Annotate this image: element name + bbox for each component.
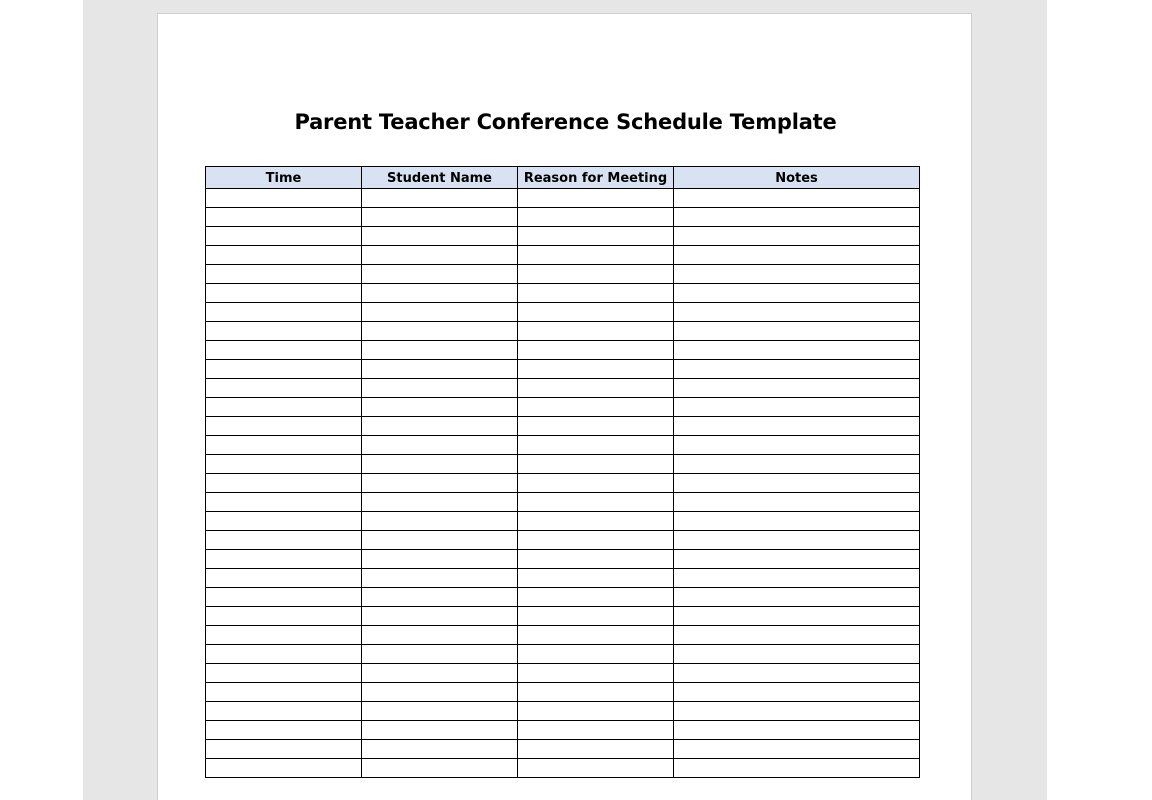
cell-student-name[interactable]	[362, 683, 518, 702]
cell-notes[interactable]	[674, 683, 920, 702]
cell-reason-for-meeting[interactable]	[518, 398, 674, 417]
table-row	[206, 759, 920, 778]
cell-student-name[interactable]	[362, 360, 518, 379]
cell-student-name[interactable]	[362, 379, 518, 398]
table-row	[206, 455, 920, 474]
table-row	[206, 474, 920, 493]
cell-student-name[interactable]	[362, 436, 518, 455]
table-row	[206, 512, 920, 531]
cell-reason-for-meeting[interactable]	[518, 417, 674, 436]
cell-notes[interactable]	[674, 246, 920, 265]
cell-notes[interactable]	[674, 455, 920, 474]
column-header-student-name: Student Name	[362, 167, 518, 189]
cell-student-name[interactable]	[362, 341, 518, 360]
cell-notes[interactable]	[674, 417, 920, 436]
cell-notes[interactable]	[674, 227, 920, 246]
cell-notes[interactable]	[674, 322, 920, 341]
cell-time[interactable]	[206, 189, 362, 208]
cell-reason-for-meeting[interactable]	[518, 626, 674, 645]
cell-student-name[interactable]	[362, 189, 518, 208]
cell-student-name[interactable]	[362, 322, 518, 341]
cell-time[interactable]	[206, 607, 362, 626]
table-body	[206, 189, 920, 778]
table-row	[206, 284, 920, 303]
cell-reason-for-meeting[interactable]	[518, 436, 674, 455]
cell-reason-for-meeting[interactable]	[518, 740, 674, 759]
table-row	[206, 588, 920, 607]
cell-reason-for-meeting[interactable]	[518, 360, 674, 379]
cell-reason-for-meeting[interactable]	[518, 531, 674, 550]
cell-reason-for-meeting[interactable]	[518, 759, 674, 778]
document-page[interactable]	[157, 13, 972, 800]
cell-notes[interactable]	[674, 493, 920, 512]
cell-student-name[interactable]	[362, 455, 518, 474]
cell-notes[interactable]	[674, 436, 920, 455]
cell-time[interactable]	[206, 550, 362, 569]
cell-reason-for-meeting[interactable]	[518, 208, 674, 227]
cell-reason-for-meeting[interactable]	[518, 607, 674, 626]
cell-student-name[interactable]	[362, 284, 518, 303]
table-row	[206, 398, 920, 417]
cell-student-name[interactable]	[362, 550, 518, 569]
cell-reason-for-meeting[interactable]	[518, 227, 674, 246]
table-row	[206, 569, 920, 588]
cell-reason-for-meeting[interactable]	[518, 284, 674, 303]
cell-student-name[interactable]	[362, 417, 518, 436]
cell-student-name[interactable]	[362, 626, 518, 645]
cell-time[interactable]	[206, 360, 362, 379]
table-row	[206, 683, 920, 702]
table-row	[206, 664, 920, 683]
cell-student-name[interactable]	[362, 569, 518, 588]
cell-student-name[interactable]	[362, 607, 518, 626]
cell-time[interactable]	[206, 303, 362, 322]
cell-reason-for-meeting[interactable]	[518, 683, 674, 702]
cell-notes[interactable]	[674, 284, 920, 303]
cell-time[interactable]	[206, 227, 362, 246]
cell-notes[interactable]	[674, 740, 920, 759]
cell-time[interactable]	[206, 474, 362, 493]
cell-student-name[interactable]	[362, 303, 518, 322]
schedule-table	[205, 166, 920, 778]
cell-reason-for-meeting[interactable]	[518, 474, 674, 493]
cell-reason-for-meeting[interactable]	[518, 588, 674, 607]
cell-notes[interactable]	[674, 398, 920, 417]
cell-reason-for-meeting[interactable]	[518, 303, 674, 322]
cell-notes[interactable]	[674, 512, 920, 531]
table-row	[206, 208, 920, 227]
table-row	[206, 626, 920, 645]
cell-notes[interactable]	[674, 360, 920, 379]
table-row	[206, 550, 920, 569]
table-row	[206, 265, 920, 284]
cell-reason-for-meeting[interactable]	[518, 664, 674, 683]
cell-reason-for-meeting[interactable]	[518, 550, 674, 569]
table-row	[206, 322, 920, 341]
table-row	[206, 740, 920, 759]
cell-time[interactable]	[206, 246, 362, 265]
cell-reason-for-meeting[interactable]	[518, 189, 674, 208]
cell-student-name[interactable]	[362, 208, 518, 227]
cell-time[interactable]	[206, 379, 362, 398]
table-row	[206, 493, 920, 512]
cell-time[interactable]	[206, 208, 362, 227]
cell-student-name[interactable]	[362, 645, 518, 664]
cell-notes[interactable]	[674, 702, 920, 721]
table-row	[206, 531, 920, 550]
cell-notes[interactable]	[674, 645, 920, 664]
cell-notes[interactable]	[674, 208, 920, 227]
table-row	[206, 246, 920, 265]
cell-student-name[interactable]	[362, 740, 518, 759]
cell-notes[interactable]	[674, 265, 920, 284]
cell-student-name[interactable]	[362, 474, 518, 493]
cell-time[interactable]	[206, 759, 362, 778]
cell-notes[interactable]	[674, 721, 920, 740]
table-row	[206, 436, 920, 455]
cell-reason-for-meeting[interactable]	[518, 246, 674, 265]
cell-time[interactable]	[206, 417, 362, 436]
cell-student-name[interactable]	[362, 493, 518, 512]
cell-time[interactable]	[206, 664, 362, 683]
cell-notes[interactable]	[674, 569, 920, 588]
cell-student-name[interactable]	[362, 265, 518, 284]
cell-notes[interactable]	[674, 379, 920, 398]
cell-student-name[interactable]	[362, 227, 518, 246]
table-row	[206, 721, 920, 740]
table-row	[206, 303, 920, 322]
cell-reason-for-meeting[interactable]	[518, 721, 674, 740]
cell-time[interactable]	[206, 702, 362, 721]
column-header-notes: Notes	[674, 167, 920, 189]
cell-student-name[interactable]	[362, 246, 518, 265]
cell-time[interactable]	[206, 455, 362, 474]
cell-reason-for-meeting[interactable]	[518, 702, 674, 721]
cell-time[interactable]	[206, 721, 362, 740]
cell-time[interactable]	[206, 683, 362, 702]
cell-student-name[interactable]	[362, 664, 518, 683]
cell-student-name[interactable]	[362, 721, 518, 740]
cell-time[interactable]	[206, 284, 362, 303]
page-title: Parent Teacher Conference Schedule Template	[294, 110, 837, 134]
cell-time[interactable]	[206, 740, 362, 759]
cell-notes[interactable]	[674, 759, 920, 778]
cell-time[interactable]	[206, 645, 362, 664]
column-header-time: Time	[206, 167, 362, 189]
table-row	[206, 607, 920, 626]
cell-student-name[interactable]	[362, 398, 518, 417]
cell-time[interactable]	[206, 436, 362, 455]
cell-time[interactable]	[206, 493, 362, 512]
cell-reason-for-meeting[interactable]	[518, 379, 674, 398]
cell-time[interactable]	[206, 512, 362, 531]
cell-student-name[interactable]	[362, 702, 518, 721]
cell-reason-for-meeting[interactable]	[518, 569, 674, 588]
cell-student-name[interactable]	[362, 588, 518, 607]
table-row	[206, 360, 920, 379]
cell-notes[interactable]	[674, 550, 920, 569]
cell-notes[interactable]	[674, 303, 920, 322]
cell-notes[interactable]	[674, 607, 920, 626]
column-header-reason-for-meeting: Reason for Meeting	[518, 167, 674, 189]
cell-reason-for-meeting[interactable]	[518, 512, 674, 531]
table-row	[206, 417, 920, 436]
cell-reason-for-meeting[interactable]	[518, 341, 674, 360]
cell-notes[interactable]	[674, 531, 920, 550]
cell-reason-for-meeting[interactable]	[518, 645, 674, 664]
cell-time[interactable]	[206, 265, 362, 284]
cell-time[interactable]	[206, 626, 362, 645]
cell-time[interactable]	[206, 398, 362, 417]
cell-student-name[interactable]	[362, 512, 518, 531]
document-workspace[interactable]	[83, 0, 1047, 800]
cell-reason-for-meeting[interactable]	[518, 265, 674, 284]
cell-notes[interactable]	[674, 341, 920, 360]
table-header-row	[206, 167, 920, 189]
table-row	[206, 702, 920, 721]
cell-notes[interactable]	[674, 189, 920, 208]
cell-notes[interactable]	[674, 474, 920, 493]
cell-time[interactable]	[206, 569, 362, 588]
cell-time[interactable]	[206, 341, 362, 360]
table-row	[206, 227, 920, 246]
cell-time[interactable]	[206, 531, 362, 550]
cell-notes[interactable]	[674, 588, 920, 607]
cell-reason-for-meeting[interactable]	[518, 322, 674, 341]
cell-notes[interactable]	[674, 664, 920, 683]
cell-notes[interactable]	[674, 626, 920, 645]
cell-time[interactable]	[206, 322, 362, 341]
table-row	[206, 341, 920, 360]
cell-reason-for-meeting[interactable]	[518, 493, 674, 512]
cell-student-name[interactable]	[362, 531, 518, 550]
cell-time[interactable]	[206, 588, 362, 607]
table-row	[206, 189, 920, 208]
table-row	[206, 379, 920, 398]
cell-student-name[interactable]	[362, 759, 518, 778]
table-row	[206, 645, 920, 664]
cell-reason-for-meeting[interactable]	[518, 455, 674, 474]
